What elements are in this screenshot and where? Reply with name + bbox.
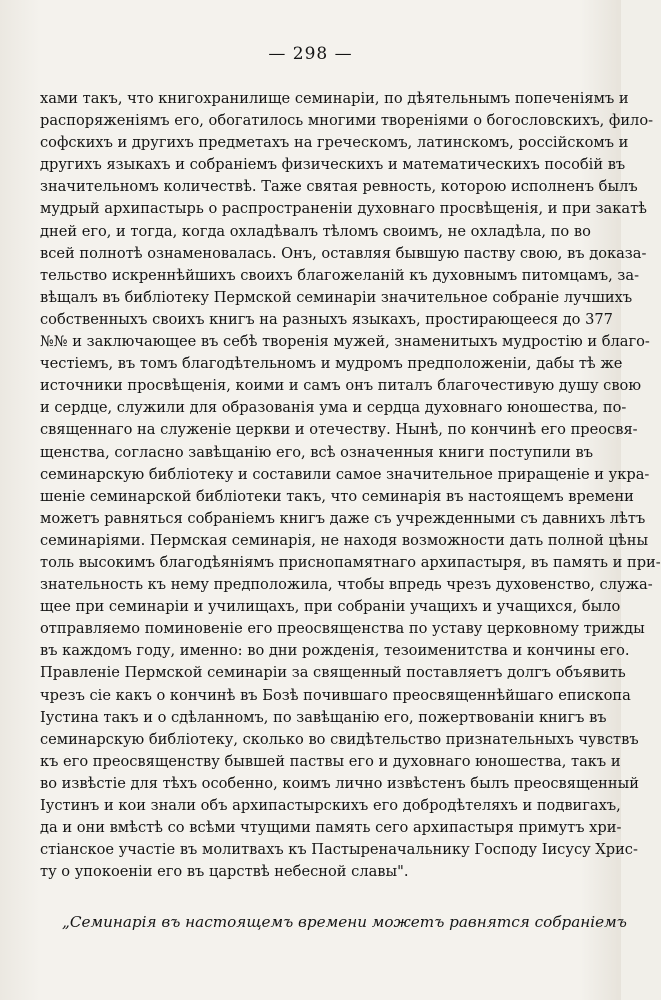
text-line: да и они вмѣстѣ со всѣми чтущими память сего архипастыря примутъ хри- [40, 819, 622, 837]
text-line: всей полнотѣ ознаменовалась. Онъ, оставляя бывшую паству свою, въ доказа- [40, 244, 647, 262]
page-number: — 298 — [268, 44, 353, 64]
text-line: №№ и заключающее въ себѣ творенія мужей, знаменитыхъ мудростію и благо- [40, 333, 650, 351]
text-line: мудрый архипастырь о распространеніи духовнаго просвѣщенія, и при закатѣ [40, 200, 647, 218]
text-line: источники просвѣщенія, коими и самъ онъ питалъ благочестивую душу свою [40, 377, 642, 395]
text-line: шеніе семинарской библіотеки такъ, что семинарія въ настоящемъ времени [40, 487, 634, 505]
text-line: стіанское участіе въ молитвахъ къ Пастыреначальнику Господу Іисусу Хрис- [40, 841, 638, 859]
text-line: хами такъ, что книгохранилище семинаріи, по дѣятельнымъ попеченіямъ и [40, 90, 629, 107]
text-line: во извѣстіе для тѣхъ особенно, коимъ лично извѣстенъ былъ преосвященный [40, 774, 639, 792]
text-line: священнаго на служеніе церкви и отечеству. Нынѣ, по кончинѣ его преосвя- [40, 421, 638, 439]
text-line: къ его преосвященству бывшей паствы его и духовнаго юношества, такъ и [40, 752, 621, 770]
text-line: щенства, согласно завѣщанію его, всѣ означенныя книги поступили въ [40, 443, 594, 461]
text-line: ту о упокоеніи его въ царствѣ небесной славы". [40, 863, 409, 881]
text-line: Іустинъ и кои знали объ архипастырскихъ его добродѣтеляхъ и подвигахъ, [40, 797, 621, 814]
text-line: дней его, и тогда, когда охладѣвалъ тѣломъ своимъ, не охладѣла, по во [40, 222, 591, 240]
body-text [40, 88, 661, 883]
text-line: можетъ равняться собраніемъ книгъ даже съ учрежденными съ давнихъ лѣтъ [40, 509, 646, 527]
text-line: Іустина такъ и о сдѣланномъ, по завѣщанію его, пожертвованіи книгъ въ [40, 708, 607, 726]
text-line: чрезъ сіе какъ о кончинѣ въ Бозѣ почившаго преосвященнѣйшаго епископа [40, 686, 631, 704]
text-line: вѣщалъ въ библіотеку Пермской семинаріи значительное собраніе лучшихъ [40, 288, 633, 306]
text-line: распоряженіямъ его, обогатилось многими твореніями о богословскихъ, фило- [40, 112, 654, 130]
text-line: собственныхъ своихъ книгъ на разныхъ языкахъ, простирающееся до 377 [40, 310, 613, 328]
text-line: другихъ языкахъ и собраніемъ физическихъ и математическихъ пособій въ [40, 156, 626, 174]
text-line: семинарскую библіотеку и составили самое значительное приращеніе и укра- [40, 465, 650, 483]
text-line: толь высокимъ благодѣяніямъ приснопамятнаго архипастыря, въ память и при- [40, 553, 661, 571]
text-line: семинаріями. Пермская семинарія, не находя возможности дать полной цѣны [40, 531, 649, 549]
text-line: и сердце, служили для образованія ума и сердца духовнаго юношества, по- [40, 399, 627, 417]
text-line: софскихъ и другихъ предметахъ на греческомъ, латинскомъ, россійскомъ и [40, 134, 629, 152]
text-line: въ каждомъ году, именно: во дни рожденія, тезоименитства и кончины его. [40, 642, 630, 660]
text-line: щее при семинаріи и училищахъ, при собраніи учащихъ и учащихся, было [40, 598, 621, 616]
text-line: отправляемо поминовеніе его преосвященства по уставу церковному трижды [40, 620, 645, 638]
footnote-line: „Семинарія въ настоящемъ времени можетъ равнятся собраніемъ [62, 913, 627, 931]
text-line: значительномъ количествѣ. Таже святая ревность, которою исполненъ былъ [40, 178, 638, 196]
text-line: семинарскую библіотеку, сколько во свидѣтельство признательныхъ чувствъ [40, 730, 639, 748]
text-line: знательность къ нему предположила, чтобы впредь чрезъ духовенство, служа- [40, 576, 653, 594]
text-line: тельство искреннѣйшихъ своихъ благожеланій къ духовнымъ питомцамъ, за- [40, 266, 640, 284]
text-line: Правленіе Пермской семинаріи за священный поставляетъ долгъ объявить [40, 664, 626, 682]
text-line: честіемъ, въ томъ благодѣтельномъ и мудромъ предположеніи, дабы тѣ же [40, 355, 623, 373]
